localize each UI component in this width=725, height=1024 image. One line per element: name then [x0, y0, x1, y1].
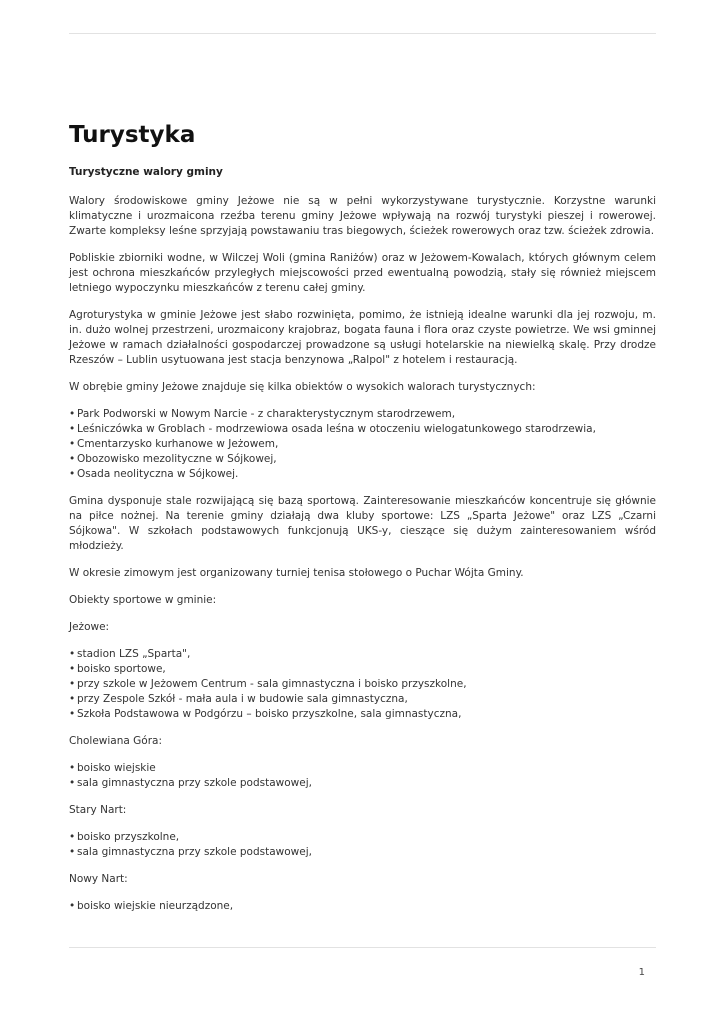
- header-divider: [69, 33, 656, 34]
- paragraph-reservoirs: Pobliskie zbiorniki wodne, w Wilczej Woli (gmina Raniżów) oraz w Jeżowem-Kowalach, których głównym celem jest ochrona mieszkańców przyległych miejscowości przed ewentualną powodzią, stały się również miejscem letniego wypoczynku mieszkańców z terenu całej gminy.: [69, 252, 656, 294]
- paragraph-sports-base: Gmina dysponuje stale rozwijającą się bazą sportową. Zainteresowanie mieszkańców koncentruje się głównie na piłce nożnej. Na terenie gminy działają dwa kluby sportowe: LZS „Sparta Jeżowe" oraz LZS „Czarni Sójkowa". W szkołach podstawowych funkcjonują UKS-y, cieszące się dużym zainteresowaniem wśród młodzieży.: [69, 495, 656, 552]
- list-item: • Cmentarzysko kurhanowe w Jeżowem,: [69, 437, 656, 452]
- attractions-list: [69, 407, 656, 482]
- location-label-cholewiana-gora: Cholewiana Góra:: [69, 735, 163, 747]
- list-item: • sala gimnastyczna przy szkole podstawowej,: [69, 845, 656, 860]
- list-item: • Leśniczówka w Groblach - modrzewiowa osada leśna w otoczeniu wielogatunkowego starodrzewia,: [69, 422, 656, 437]
- list-item: • boisko wiejskie: [69, 761, 656, 776]
- list-item: • boisko przyszkolne,: [69, 830, 656, 845]
- facilities-list-nowy-nart: [69, 899, 656, 914]
- list-item: • Szkoła Podstawowa w Podgórzu – boisko przyszkolne, sala gimnastyczna,: [69, 707, 656, 722]
- paragraph-agrotourism: Agroturystyka w gminie Jeżowe jest słabo rozwinięta, pomimo, że istnieją idealne warunki dla jej rozwoju, m. in. dużo wolnej przestrzeni, urozmaicony krajobraz, bogata fauna i flora oraz czyste powietrze. We wsi gminnej Jeżowe w ramach działalności gospodarczej prowadzone są usługi hotelarskie na niewielką skalę. Przy drodze Rzeszów – Lublin usytuowana jest stacja benzynowa „Ralpol" z hotelem i restauracją.: [69, 309, 656, 366]
- list-item: • przy Zespole Szkół - mała aula i w budowie sala gimnastyczna,: [69, 692, 656, 707]
- section-heading: Turystyczne walory gminy: [69, 166, 223, 178]
- list-item: • stadion LZS „Sparta",: [69, 647, 656, 662]
- paragraph-tournament: W okresie zimowym jest organizowany turniej tenisa stołowego o Puchar Wójta Gminy.: [69, 567, 524, 579]
- paragraph-attractions-intro: W obrębie gminy Jeżowe znajduje się kilka obiektów o wysokich walorach turystycznych:: [69, 381, 536, 393]
- footer-divider: [69, 947, 656, 948]
- list-item: • boisko sportowe,: [69, 662, 656, 677]
- document-body: [69, 120, 656, 914]
- location-label-jezowe: Jeżowe:: [69, 621, 110, 633]
- paragraph-sports-facilities: Obiekty sportowe w gminie:: [69, 594, 217, 606]
- list-item: • boisko wiejskie nieurządzone,: [69, 899, 656, 914]
- location-label-stary-nart: Stary Nart:: [69, 804, 127, 816]
- location-label-nowy-nart: Nowy Nart:: [69, 873, 128, 885]
- page-title: Turystyka: [69, 122, 196, 148]
- facilities-list-stary-nart: [69, 830, 656, 860]
- list-item: • Osada neolityczna w Sójkowej.: [69, 467, 656, 482]
- paragraph-environment: Walory środowiskowe gminy Jeżowe nie są w pełni wykorzystywane turystycznie. Korzystne warunki klimatyczne i urozmaicona rzeźba terenu gminy Jeżowe wpływają na rozwój turystyki pieszej i rowerowej. Zwarte kompleksy leśne sprzyjają powstawaniu tras biegowych, ścieżek rowerowych oraz tzw. ścieżek zdrowia.: [69, 195, 656, 237]
- facilities-list-cholewiana-gora: [69, 761, 656, 791]
- list-item: • przy szkole w Jeżowem Centrum - sala gimnastyczna i boisko przyszkolne,: [69, 677, 656, 692]
- list-item: • Obozowisko mezolityczne w Sójkowej,: [69, 452, 656, 467]
- facilities-list-jezowe: [69, 647, 656, 722]
- page-number: 1: [638, 967, 645, 978]
- list-item: • sala gimnastyczna przy szkole podstawowej,: [69, 776, 656, 791]
- list-item: • Park Podworski w Nowym Narcie - z charakterystycznym starodrzewem,: [69, 407, 656, 422]
